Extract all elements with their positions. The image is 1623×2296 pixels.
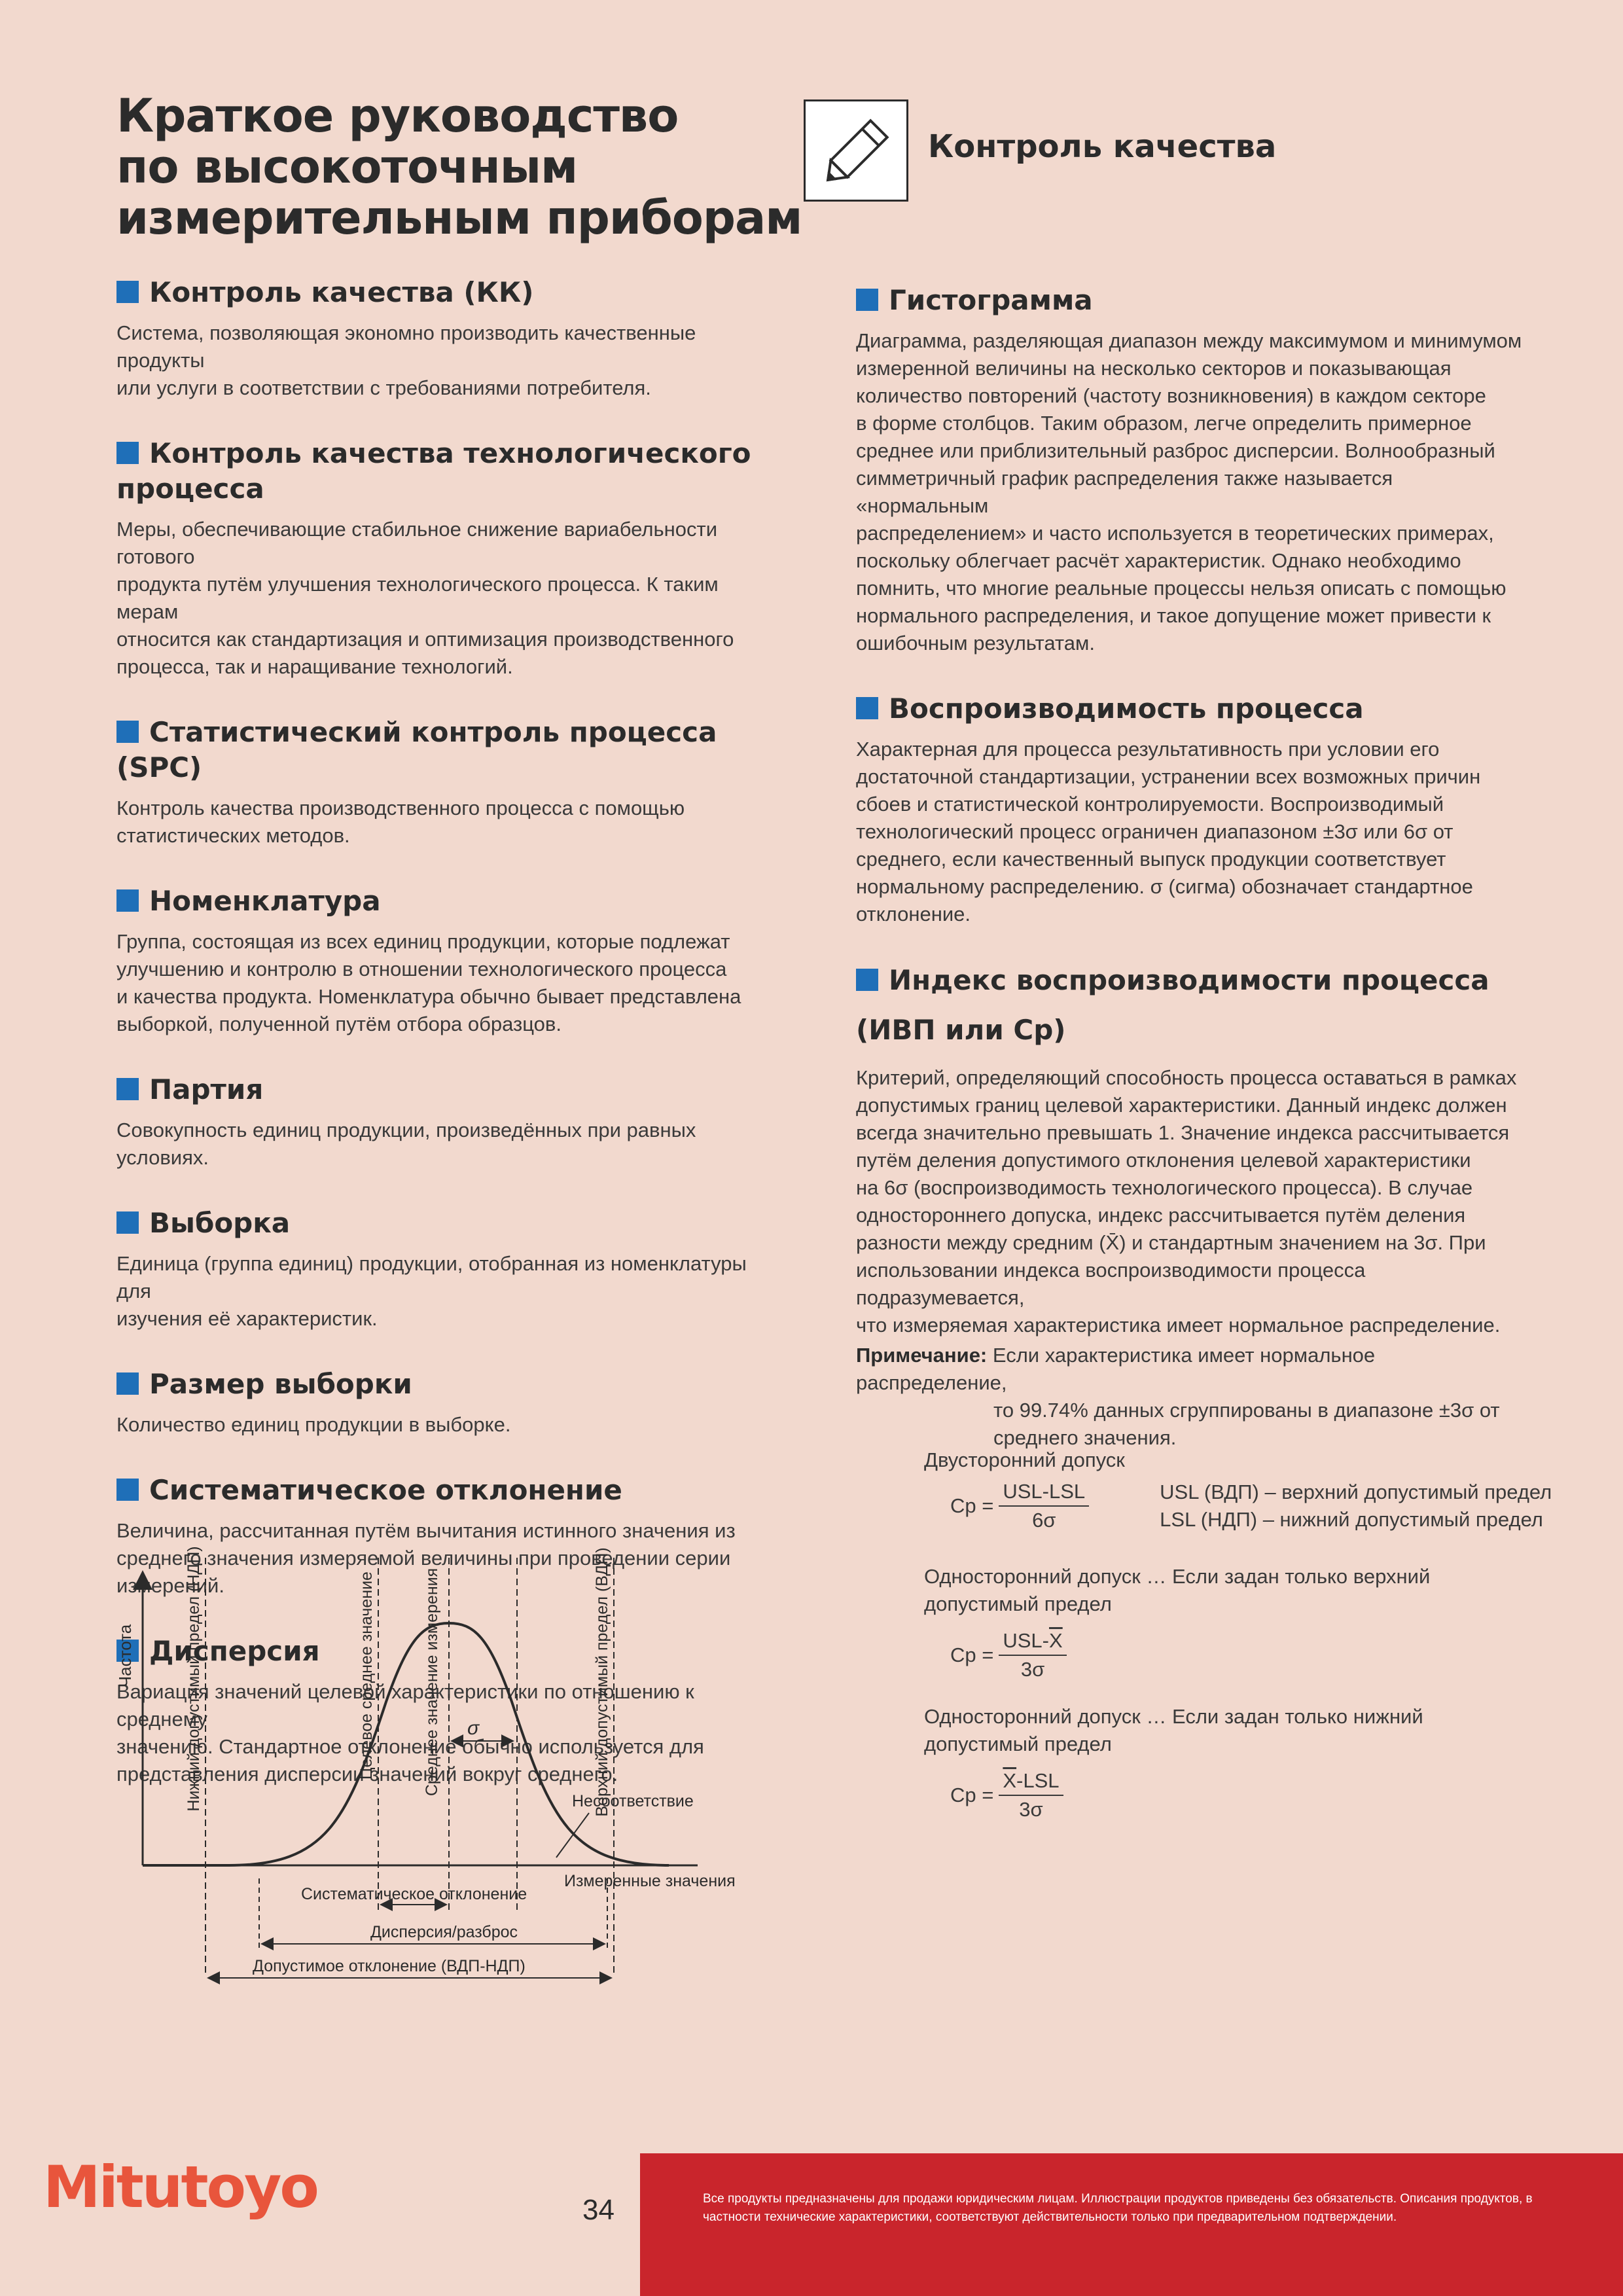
tolerance-label: Допустимое отклонение (ВДП-НДП) (253, 1957, 526, 1975)
nonconformity-label: Несоответствие (572, 1792, 694, 1810)
fraction (999, 1627, 1066, 1683)
entry-title: Партия (149, 1073, 264, 1105)
entry-text: Диаграмма, разделяющая диапазон между максимумом и минимумом измеренной величины на несколько секторов и показывающая количество повторений (частоту возникновения) в каждом секторе в форме столбцов. Таким образом, легче определить примерное среднее или приблизительный разброс дисперсии. Волнообразный симметричный график распределения также называется «нормальным распределением» и часто используется в теоретических примерах, поскольку облегчает расчёт характеристик. Однако необходимо помнить, что многие реальные процессы нельзя описать с помощью нормального распределения, и такое допущение может привести к ошибочным результатам. (856, 329, 1522, 655)
pencil-icon (811, 107, 902, 196)
entry-title: Контроль качества технологического процесса (116, 437, 751, 505)
upper-label-cont: допустимый предел (924, 1592, 1112, 1615)
numerator-part: USL- (1003, 1629, 1049, 1652)
formulas (924, 1446, 1552, 1823)
entry-heading (116, 715, 784, 785)
entry-heading (116, 1367, 784, 1402)
right-column (856, 283, 1524, 1339)
x-axis-label: Измеренные значения (564, 1872, 736, 1890)
upper-label: Односторонний допуск … Если задан только верхний (924, 1565, 1431, 1588)
fraction (999, 1478, 1089, 1534)
entry-text: Меры, обеспечивающие стабильное снижение вариабельности готового продукта путём улучшения технологического процесса. К таким мерам относится как стандартизация и оптимизация производственного процесса, так и наращивание технологий. (116, 518, 734, 678)
entry-title: Выборка (149, 1207, 291, 1239)
entry-nomenclature (116, 884, 784, 1038)
bullet-square-icon (116, 442, 139, 464)
note-line: то 99.74% данных сгруппированы в диапазоне ±3σ от (993, 1399, 1500, 1422)
usl-label: Верхний допустимый предел (ВДП) (593, 1547, 611, 1817)
note-line: Если характеристика имеет нормальное распределение, (856, 1344, 1376, 1394)
bullet-square-icon (116, 1211, 139, 1234)
lower-formula (950, 1767, 1552, 1823)
bullet-square-icon (116, 1372, 139, 1395)
entry-title: Статистический контроль процесса (SPC) (116, 716, 717, 783)
entry-process-capability (856, 691, 1524, 928)
entry-title: Индекс воспроизводимости процесса (ИВП или Cp) (856, 964, 1489, 1046)
two-sided-label: Двусторонний допуск (924, 1448, 1125, 1471)
note-label: Примечание: (856, 1344, 988, 1367)
entry-title: Контроль качества (КК) (149, 276, 534, 308)
bullet-square-icon (116, 1479, 139, 1501)
note-line: среднего значения. (993, 1426, 1177, 1449)
normal-distribution-diagram (111, 1538, 736, 2009)
entry-sample-size (116, 1367, 784, 1439)
page-title (116, 90, 804, 243)
y-axis-label: Частота (115, 1624, 135, 1688)
entry-text: Вариация значений целевой характеристики по отношению к среднему значению. Стандартное отклонение обычно используется для представления дисперсии значений вокруг среднего. (116, 1680, 704, 1785)
limit-definitions (1160, 1479, 1552, 1534)
entry-heading (116, 436, 784, 507)
note (856, 1342, 1524, 1452)
entry-spc (116, 715, 784, 850)
fraction-numerator: USL-LSL (999, 1478, 1089, 1507)
entry-qc (116, 275, 784, 402)
entry-capability-index (856, 956, 1524, 1339)
bullet-square-icon (856, 969, 878, 991)
entry-title: Систематическое отклонение (149, 1474, 622, 1506)
entry-heading (856, 283, 1524, 318)
entry-histogram (856, 283, 1524, 657)
fraction-denominator: 3σ (1020, 1658, 1045, 1681)
bell-curve (143, 1623, 669, 1865)
entry-text: Величина, рассчитанная путём вычитания истинного значения из среднего значения измеряемой величины при проведении серии измерений. (116, 1519, 736, 1597)
lower-label: Односторонний допуск … Если задан только нижний (924, 1705, 1423, 1728)
formula-lhs: Cp = (950, 1494, 994, 1517)
bullet-square-icon (116, 721, 139, 743)
mean-symbol: $\overline{X}$ (1003, 1769, 1017, 1792)
formula-lhs: Cp = (950, 1784, 994, 1806)
lsl-label: Нижний допустимый предел (НДП) (185, 1546, 203, 1812)
entry-text: Система, позволяющая экономно производить качественные продукты или услуги в соответствии с требованиями потребителя. (116, 321, 696, 399)
section-label: Контроль качества (928, 128, 1277, 165)
numerator-part: -LSL (1016, 1769, 1060, 1792)
entry-heading (116, 1206, 784, 1241)
entry-heading (116, 275, 784, 310)
entry-heading (116, 1473, 784, 1508)
bullet-square-icon (116, 889, 139, 912)
entry-title: Размер выборки (149, 1368, 412, 1400)
entry-text: Количество единиц продукции в выборке. (116, 1413, 511, 1436)
fraction-numerator (999, 1767, 1063, 1796)
sigma-label: σ (467, 1717, 480, 1739)
entry-lot (116, 1072, 784, 1172)
usl-definition: USL (ВДП) – верхний допустимый предел (1160, 1480, 1552, 1503)
entry-text: Критерий, определяющий способность процесса оставаться в рамках допустимых границ целевой характеристики. Данный индекс должен всегда значительно превышать 1. Значение индекса рассчитывается путём деления допустимого отклонения целевой характеристики на 6σ (воспроизводимость технологического процесса). В случае одностороннего допуска, индекс рассчитывается путём деления разности между средним (X̄) и стандартным значением на 3σ. При использовании индекса воспроизводимости процесса подразумевается, что измеряемая характеристика имеет нормальное распределение. (856, 1066, 1517, 1336)
page-number: 34 (582, 2194, 615, 2226)
lsl-definition: LSL (НДП) – нижний допустимый предел (1160, 1508, 1543, 1531)
formula-lhs: Cp = (950, 1643, 994, 1666)
entry-text: Группа, состоящая из всех единиц продукции, которые подлежат улучшению и контролю в отношении технологического процесса и качества продукта. Номенклатура обычно бывает представлена выборкой, полученной путём отбора образцов. (116, 930, 741, 1035)
fraction-denominator: 3σ (1019, 1798, 1043, 1821)
fraction-denominator: 6σ (1032, 1509, 1056, 1532)
footer-band (640, 2153, 1623, 2296)
mean-symbol: $\overline{X}$ (1049, 1629, 1063, 1652)
entry-text: Контроль качества производственного процесса с помощью статистических методов. (116, 797, 685, 847)
bullet-square-icon (116, 281, 139, 303)
entry-title: Номенклатура (149, 885, 381, 917)
title-line: измерительным приборам (116, 191, 802, 245)
fraction (999, 1767, 1063, 1823)
title-line: по высокоточным (116, 140, 578, 194)
entry-heading (856, 956, 1524, 1055)
bias-label: Систематическое отклонение (301, 1885, 527, 1903)
entry-sample (116, 1206, 784, 1333)
bullet-square-icon (856, 289, 878, 311)
mean-label: Среднее значение измерения (423, 1568, 441, 1797)
section-icon-box (804, 99, 908, 202)
title-line: Краткое руководство (116, 89, 679, 143)
entry-title: Дисперсия (149, 1635, 320, 1667)
entry-title: Гистограмма (889, 284, 1093, 316)
two-sided-formula (950, 1478, 1552, 1534)
entry-text: Совокупность единиц продукции, произведённых при равных условиях. (116, 1119, 696, 1169)
entry-heading (856, 691, 1524, 726)
entry-process-qc (116, 436, 784, 681)
entry-heading (116, 1072, 784, 1107)
lower-label-cont: допустимый предел (924, 1732, 1112, 1755)
dispersion-label: Дисперсия/разброс (370, 1923, 518, 1941)
upper-formula (950, 1627, 1552, 1683)
bullet-square-icon (856, 697, 878, 719)
fraction-numerator (999, 1627, 1066, 1656)
entry-text: Характерная для процесса результативность при условии его достаточной стандартизации, устранении всех возможных причин сбоев и статистической контролируемости. Воспроизводимый технологический процесс ограничен диапазоном ±3σ или 6σ от среднего, если качественный выпуск продукции соответствует нормальному распределению. σ (сигма) обозначает стандартное отклонение. (856, 738, 1481, 925)
entry-title: Воспроизводимость процесса (889, 692, 1364, 725)
footer-disclaimer: Все продукты предназначены для продажи юридическим лицам. Иллюстрации продуктов приведены без обязательств. Описания продуктов, в частности технические характеристики, соответствуют действительности только при предварительном подтверждении. (703, 2192, 1533, 2224)
bullet-square-icon (116, 1078, 139, 1100)
entry-heading (116, 884, 784, 919)
target-label: Целевое среднее значение (357, 1571, 376, 1780)
mitutoyo-logo: Mitutoyo (43, 2153, 317, 2221)
entry-text: Единица (группа единиц) продукции, отобранная из номенклатуры для изучения её характеристик. (116, 1252, 747, 1330)
